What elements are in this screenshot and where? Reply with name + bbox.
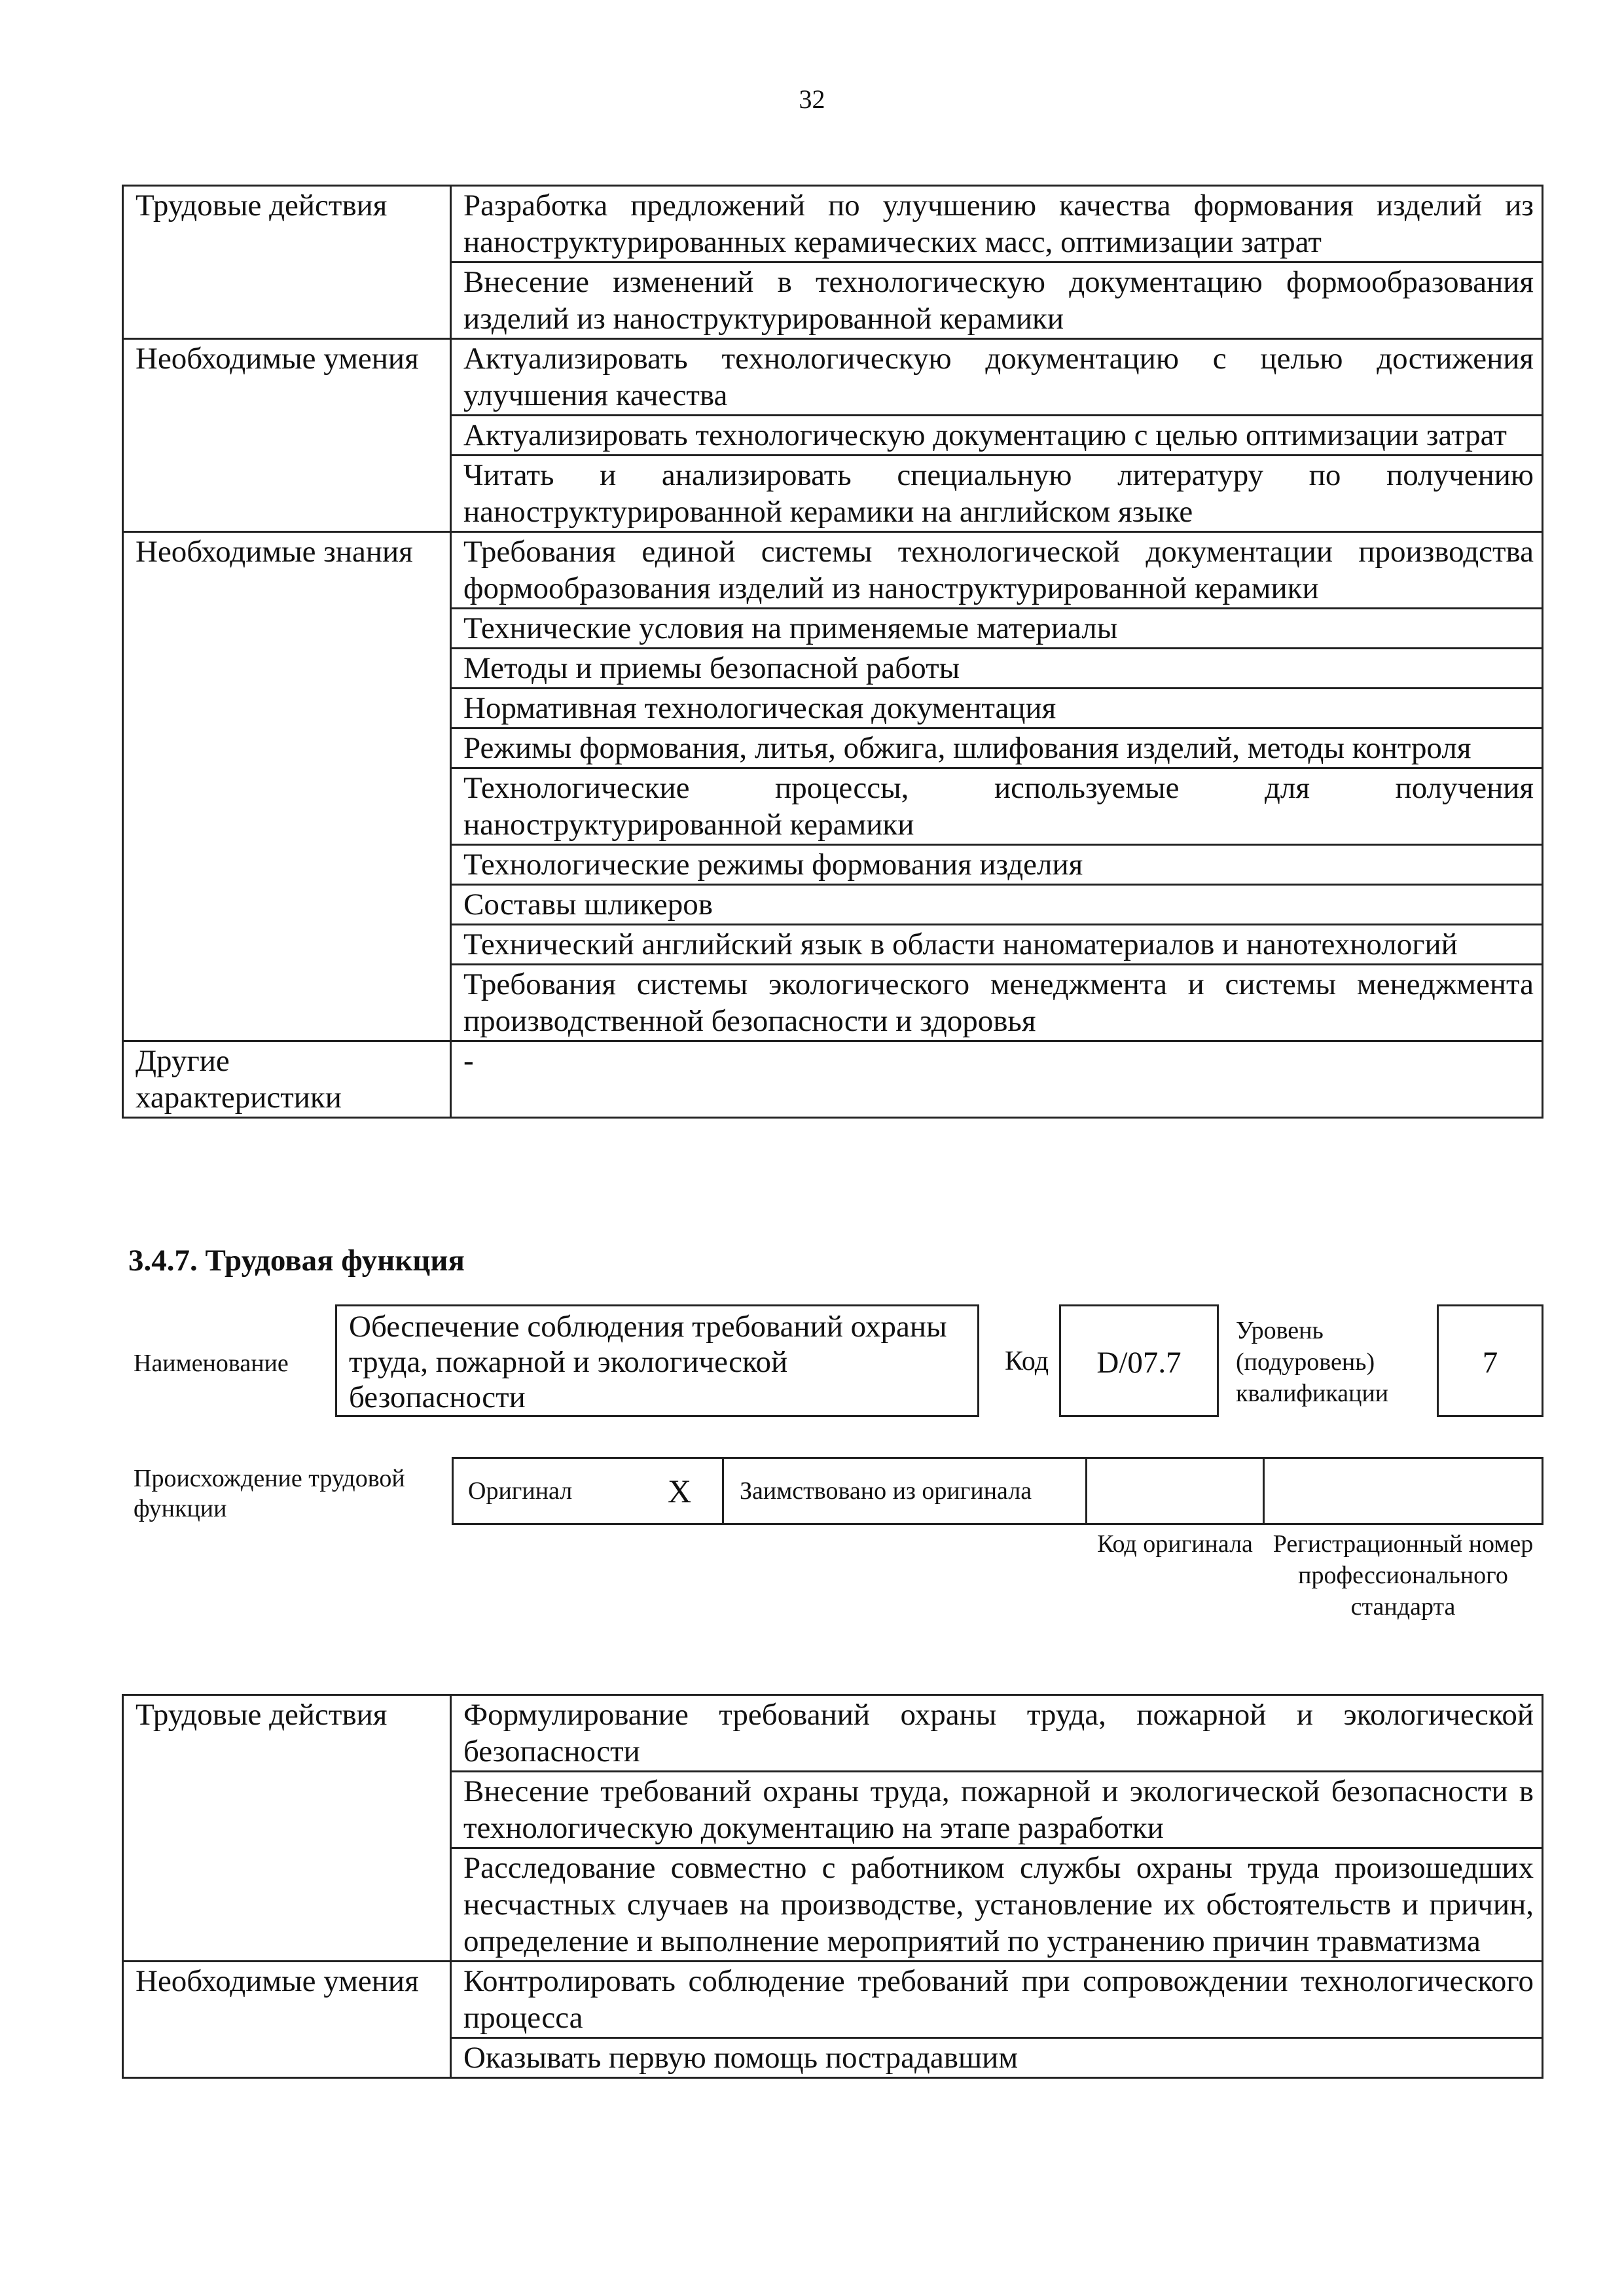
row-item: Читать и анализировать специальную литературу по получению наноструктурированной керамики на английском языке bbox=[451, 456, 1543, 532]
table-row bbox=[123, 1041, 1543, 1118]
row-item: Требования единой системы технологической документации производства формообразования изделий из наноструктурированной керамики bbox=[451, 532, 1543, 609]
origin-original-label: Оригинал bbox=[468, 1477, 573, 1505]
row-item: Технический английский язык в области наноматериалов и нанотехнологий bbox=[451, 925, 1543, 965]
row-item: Технические условия на применяемые материалы bbox=[451, 609, 1543, 649]
origin-registration-field bbox=[1263, 1457, 1543, 1525]
origin-code-caption: Код оригинала bbox=[1097, 1530, 1253, 1558]
name-label: Наименование bbox=[134, 1350, 289, 1377]
row-label: Трудовые действия bbox=[123, 186, 451, 339]
table-row bbox=[123, 1695, 1543, 1772]
row-item: Технологические процессы, используемые для получения наноструктурированной керамики bbox=[451, 768, 1543, 845]
code-label: Код bbox=[1005, 1346, 1049, 1376]
page-number: 32 bbox=[799, 84, 825, 114]
function-name-field: Обеспечение соблюдения требований охраны труда, пожарной и экологической безопасности bbox=[335, 1304, 979, 1417]
row-item: Расследование совместно с работником службы охраны труда произошедших несчастных случаев на производстве, установление их обстоятельств и причин, определение и выполнение мероприятий по устранению причин травматизма bbox=[451, 1848, 1543, 1962]
row-item: Технологические режимы формования изделия bbox=[451, 845, 1543, 885]
qualification-level-field: 7 bbox=[1437, 1304, 1543, 1417]
row-item: Методы и приемы безопасной работы bbox=[451, 649, 1543, 689]
row-label: Необходимые знания bbox=[123, 532, 451, 1041]
origin-original-mark: X bbox=[668, 1473, 692, 1509]
row-label: Необходимые умения bbox=[123, 339, 451, 532]
row-item: Актуализировать технологическую документацию с целью оптимизации затрат bbox=[451, 416, 1543, 456]
row-label: Трудовые действия bbox=[123, 1695, 451, 1962]
row-item: Режимы формования, литья, обжига, шлифования изделий, методы контроля bbox=[451, 728, 1543, 768]
origin-registration-caption: Регистрационный номер профессионального стандарта bbox=[1272, 1530, 1534, 1621]
function-requirements-table bbox=[122, 1694, 1543, 2079]
row-item: Внесение требований охраны труда, пожарной и экологической безопасности в технологическую документацию на этапе разработки bbox=[451, 1772, 1543, 1848]
row-item: Формулирование требований охраны труда, пожарной и экологической безопасности bbox=[451, 1695, 1543, 1772]
table-row bbox=[123, 339, 1543, 416]
row-label: Необходимые умения bbox=[123, 1962, 451, 2078]
qualification-level-label: Уровень (подуровень) квалификации bbox=[1236, 1317, 1389, 1407]
table-row bbox=[123, 532, 1543, 609]
origin-label: Происхождение трудовой функции bbox=[134, 1465, 405, 1522]
row-item: Разработка предложений по улучшению качества формования изделий из наноструктурированных керамических масс, оптимизации затрат bbox=[451, 186, 1543, 262]
table-row bbox=[123, 186, 1543, 262]
row-item: Актуализировать технологическую документацию с целью достижения улучшения качества bbox=[451, 339, 1543, 416]
row-label: Другие характеристики bbox=[123, 1041, 451, 1118]
row-item: Контролировать соблюдение требований при сопровождении технологического процесса bbox=[451, 1962, 1543, 2038]
row-item: Нормативная технологическая документация bbox=[451, 689, 1543, 728]
section-heading: 3.4.7. Трудовая функция bbox=[128, 1244, 465, 1278]
row-item: Оказывать первую помощь пострадавшим bbox=[451, 2038, 1543, 2078]
function-code-field: D/07.7 bbox=[1059, 1304, 1219, 1417]
requirements-table-continued bbox=[122, 185, 1543, 1119]
row-item: - bbox=[451, 1041, 1543, 1118]
row-item: Требования системы экологического менеджмента и системы менеджмента производственной безопасности и здоровья bbox=[451, 965, 1543, 1041]
table-row bbox=[123, 1962, 1543, 2038]
origin-code-field bbox=[1085, 1457, 1265, 1525]
origin-borrowed-label: Заимствовано из оригинала bbox=[740, 1477, 1032, 1505]
origin-borrowed-cell bbox=[722, 1457, 1087, 1525]
row-item: Составы шликеров bbox=[451, 885, 1543, 925]
row-item: Внесение изменений в технологическую документацию формообразования изделий из наноструктурированной керамики bbox=[451, 262, 1543, 339]
